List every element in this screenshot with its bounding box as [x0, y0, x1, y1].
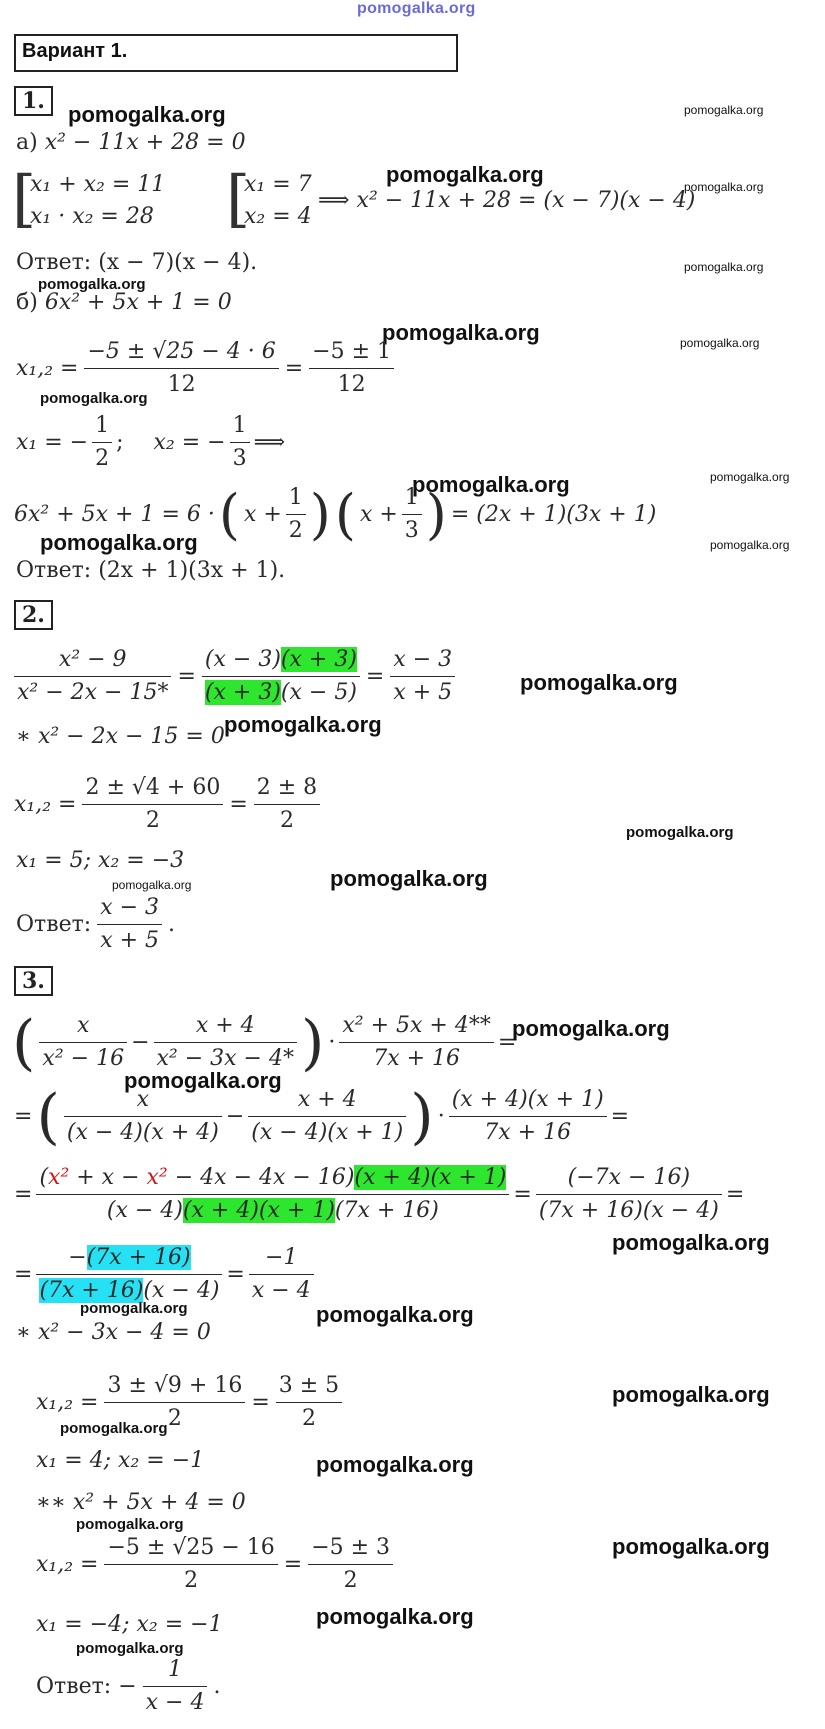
minus-sign: −: [68, 1245, 87, 1270]
denominator: (7x + 16)(x − 4): [538, 1198, 719, 1223]
watermark: pomogalka.org: [316, 1604, 474, 1629]
equals-sign: =: [497, 1030, 517, 1055]
item-label-b: б): [16, 290, 38, 315]
fraction: [248, 1084, 406, 1149]
separator: ;: [116, 430, 124, 455]
numerator: [65, 1242, 193, 1274]
fraction-result: [390, 644, 455, 709]
factor: (x − 3): [204, 647, 281, 672]
denominator: x² − 16: [42, 1046, 125, 1071]
discriminant-fraction: [82, 772, 223, 837]
equals-sign: =: [365, 664, 385, 689]
period: .: [168, 912, 176, 937]
watermark: pomogalka.org: [68, 102, 226, 127]
denominator: [104, 1195, 442, 1227]
denominator: x − 4: [251, 1278, 311, 1303]
fact-left: 6x² + 5x + 1 = 6 ·: [14, 502, 215, 527]
numerator: 1: [95, 413, 110, 438]
minus-sign: −: [131, 1030, 150, 1055]
variant-title: Вариант 1.: [22, 40, 128, 62]
numerator: x: [77, 1013, 90, 1038]
task-2-number: 2.: [14, 600, 53, 630]
denominator: 3: [232, 446, 247, 471]
numerator: [202, 644, 360, 676]
answer-label: Ответ:: [16, 912, 92, 937]
denominator: 2: [184, 1568, 199, 1593]
numerator: −1: [265, 1245, 298, 1270]
numerator: [36, 1162, 509, 1194]
denominator: 2: [288, 518, 303, 543]
cancelled-term-red: x²: [48, 1165, 70, 1190]
fraction: [64, 1084, 222, 1149]
fraction-third: [402, 482, 422, 547]
factor: (x − 4): [143, 1278, 220, 1303]
cancelled-factor-highlight: (x + 3): [280, 647, 357, 672]
numerator: x + 4: [195, 1013, 255, 1038]
denominator: (x − 4)(x + 4): [66, 1120, 219, 1145]
denominator: x² − 3x − 4*: [156, 1046, 294, 1071]
numerator: 1: [288, 485, 303, 510]
denominator: (x − 4)(x + 1): [251, 1120, 404, 1145]
quadratic-formula-2: [14, 772, 320, 837]
watermark: pomogalka.org: [684, 180, 764, 194]
equals-sign: =: [513, 1182, 532, 1207]
numerator: 1: [168, 1657, 183, 1682]
denominator: 7x + 16: [484, 1120, 572, 1145]
paren: (: [39, 1165, 49, 1190]
numerator: −5 ± 1: [312, 339, 392, 364]
numerator: (−7x − 16): [567, 1165, 691, 1190]
factorization-a: ⟹ x² − 11x + 28 = (x − 7)(x − 4): [318, 188, 696, 213]
x12-label: x₁,₂ =: [16, 356, 79, 381]
factor: (x − 5): [280, 680, 357, 705]
watermark-top: pomogalka.org: [357, 0, 476, 17]
task-1b-equation: [16, 290, 232, 315]
item-label-a: а): [16, 130, 38, 155]
numerator: 3 ± √9 + 16: [107, 1373, 243, 1398]
denominator: x² − 2x − 15*: [17, 680, 169, 705]
fraction: [536, 1162, 722, 1227]
equation-a: x² − 11x + 28 = 0: [44, 130, 246, 155]
fraction: [249, 1242, 314, 1307]
auxiliary-equation-2: ∗ x² − 2x − 15 = 0: [16, 724, 225, 749]
watermark: pomogalka.org: [520, 670, 678, 695]
answer-1b: Ответ: (2x + 1)(3x + 1).: [16, 558, 286, 583]
watermark: pomogalka.org: [76, 1640, 184, 1657]
fraction-half: [286, 482, 306, 547]
roots-3a: x₁ = 4; x₂ = −1: [36, 1448, 205, 1473]
watermark: pomogalka.org: [80, 1300, 188, 1317]
simplified-fraction: [309, 336, 394, 401]
discriminant-fraction: [104, 1532, 277, 1597]
watermark: pomogalka.org: [626, 824, 734, 841]
equals-sign: =: [283, 1552, 303, 1577]
vieta-product: x₁ · x₂ = 28: [30, 204, 154, 229]
fraction: [39, 1010, 127, 1075]
auxiliary-equation-3a: ∗ x² − 3x − 4 = 0: [16, 1320, 211, 1345]
numerator: 2 ± 8: [256, 775, 318, 800]
task-3-line-2: [14, 1081, 630, 1152]
equals-sign: =: [14, 1262, 33, 1287]
answer-fraction: [143, 1654, 208, 1719]
numerator: x + 4: [297, 1087, 357, 1112]
watermark: pomogalka.org: [124, 1068, 282, 1093]
watermark: pomogalka.org: [38, 276, 146, 293]
paren-close: ): [309, 482, 331, 546]
answer-fraction: [97, 892, 162, 957]
task-3-line-3: [14, 1162, 744, 1227]
equals-sign: =: [229, 792, 248, 817]
combined-fraction: [36, 1162, 509, 1227]
fraction-original: [14, 644, 171, 709]
denominator: 2: [145, 808, 160, 833]
watermark: pomogalka.org: [330, 866, 488, 891]
denominator: 2: [343, 1568, 358, 1593]
denominator: x + 5: [393, 680, 453, 705]
task-3-number: 3.: [14, 966, 53, 996]
simplified-fraction: [254, 772, 320, 837]
period: .: [213, 1674, 221, 1699]
watermark: pomogalka.org: [386, 162, 544, 187]
numerator: x² + 5x + 4**: [342, 1013, 491, 1038]
numerator: 2 ± √4 + 60: [85, 775, 221, 800]
task-1-number: 1.: [14, 86, 53, 116]
denominator: 2: [167, 1406, 182, 1431]
equals-sign: =: [284, 356, 304, 381]
watermark: pomogalka.org: [40, 530, 198, 555]
watermark: pomogalka.org: [684, 260, 764, 274]
task-1a-equation: [16, 130, 246, 155]
watermark: pomogalka.org: [76, 1516, 184, 1533]
denominator: x − 4: [145, 1690, 205, 1715]
answer-label: Ответ: −: [36, 1674, 137, 1699]
fraction: [339, 1010, 493, 1075]
task-3-line-1: [12, 1007, 517, 1078]
cancelled-factor-highlight: (x + 4)(x + 1): [354, 1165, 507, 1190]
watermark: pomogalka.org: [612, 1534, 770, 1559]
denominator: 2: [301, 1406, 316, 1431]
watermark: pomogalka.org: [112, 878, 192, 892]
paren-open: (: [36, 1081, 60, 1152]
numerator: x − 3: [393, 647, 453, 672]
denominator: 2: [95, 446, 110, 471]
roots-1b: [16, 410, 285, 475]
denominator: 2: [279, 808, 294, 833]
paren-open: (: [218, 482, 240, 546]
paren-open: (: [12, 1007, 36, 1078]
root-x1: x₁ = 7: [244, 172, 312, 197]
fraction: [154, 1010, 297, 1075]
factor: (7x + 16): [334, 1198, 439, 1223]
auxiliary-equation-3b: ∗∗ x² + 5x + 4 = 0: [36, 1490, 246, 1515]
root-x2-label: x₂ = −: [153, 430, 226, 455]
equation-b: 6x² + 5x + 1 = 0: [44, 290, 232, 315]
simplified-fraction: [276, 1370, 342, 1435]
watermark: pomogalka.org: [684, 103, 764, 117]
paren-close: ): [300, 1007, 325, 1078]
equals-sign: =: [725, 1182, 745, 1207]
answer-2: [16, 892, 175, 957]
watermark: pomogalka.org: [680, 336, 760, 350]
root-x2: x₂ = 4: [244, 204, 312, 229]
task-3-line-4: [14, 1242, 314, 1307]
watermark: pomogalka.org: [710, 538, 790, 552]
x12-label: x₁,₂ =: [36, 1552, 99, 1577]
equals-sign: =: [251, 1390, 270, 1415]
implies-arrow: ⟹: [253, 430, 286, 455]
term: + x −: [69, 1165, 147, 1190]
cancelled-factor-highlight: (x + 3): [204, 680, 281, 705]
watermark: pomogalka.org: [412, 472, 570, 497]
equals-sign: =: [226, 1262, 245, 1287]
watermark: pomogalka.org: [612, 1230, 770, 1255]
watermark: pomogalka.org: [316, 1302, 474, 1327]
quadratic-formula-3b: [36, 1532, 393, 1597]
watermark: pomogalka.org: [612, 1382, 770, 1407]
factor: (x − 4): [106, 1198, 183, 1223]
multiply-dot: ·: [328, 1030, 336, 1055]
cancelled-term-red: x²: [146, 1165, 168, 1190]
numerator: −5 ± √25 − 4 · 6: [87, 339, 276, 364]
numerator: −5 ± 3: [311, 1535, 391, 1560]
term: − 4x − 4x − 16): [167, 1165, 355, 1190]
cancelled-factor-highlight: (x + 4)(x + 1): [182, 1198, 335, 1223]
watermark: pomogalka.org: [40, 390, 148, 407]
fraction-factored: [202, 644, 360, 709]
denominator: [202, 677, 360, 709]
paren-close: ): [425, 482, 447, 546]
watermark: pomogalka.org: [60, 1420, 168, 1437]
denominator: 12: [337, 372, 366, 397]
simplified-fraction: [308, 1532, 393, 1597]
denominator: 7x + 16: [373, 1046, 461, 1071]
fact-right: = (2x + 1)(3x + 1): [450, 502, 657, 527]
paren-open: (: [334, 482, 356, 546]
minus-sign: −: [225, 1104, 245, 1129]
numerator: (x + 4)(x + 1): [451, 1087, 604, 1112]
fraction-third: [230, 410, 250, 475]
equals-sign: =: [610, 1104, 630, 1129]
paren-term-1: x +: [243, 502, 282, 527]
x12-label: x₁,₂ =: [36, 1390, 99, 1415]
denominator: x + 5: [100, 928, 160, 953]
denominator: 3: [404, 518, 419, 543]
system-bracket: [: [226, 162, 251, 235]
answer-3: [36, 1654, 220, 1719]
denominator: 12: [167, 372, 196, 397]
cancelled-factor-highlight: (7x + 16): [39, 1278, 144, 1303]
numerator: 3 ± 5: [278, 1373, 340, 1398]
numerator: x: [136, 1087, 150, 1112]
paren-term-2: x +: [359, 502, 398, 527]
numerator: −5 ± √25 − 16: [107, 1535, 275, 1560]
root-x1-label: x₁ = −: [16, 430, 89, 455]
numerator: 1: [232, 413, 247, 438]
x12-label: x₁,₂ =: [14, 792, 77, 817]
numerator: 1: [404, 485, 419, 510]
equals-sign: =: [14, 1104, 33, 1129]
roots-2: x₁ = 5; x₂ = −3: [16, 848, 185, 873]
vieta-sum: x₁ + x₂ = 11: [30, 172, 166, 197]
watermark: pomogalka.org: [316, 1452, 474, 1477]
fraction: [449, 1084, 607, 1149]
fraction-half: [92, 410, 112, 475]
roots-3b: x₁ = −4; x₂ = −1: [36, 1612, 223, 1637]
watermark: pomogalka.org: [224, 712, 382, 737]
paren-close: ): [410, 1081, 434, 1152]
cancelled-factor-highlight: (7x + 16): [86, 1245, 191, 1270]
watermark: pomogalka.org: [512, 1016, 670, 1041]
task-2-expression: [14, 644, 455, 709]
equals-sign: =: [177, 664, 196, 689]
fraction: [36, 1242, 222, 1307]
multiply-dot: ·: [437, 1104, 445, 1129]
equals-sign: =: [14, 1182, 33, 1207]
numerator: x² − 9: [58, 647, 127, 672]
watermark: pomogalka.org: [710, 470, 790, 484]
numerator: x − 3: [100, 895, 160, 920]
system-bracket: [: [12, 162, 37, 235]
watermark: pomogalka.org: [382, 320, 540, 345]
answer-1a: Ответ: (x − 7)(x − 4).: [16, 250, 258, 275]
